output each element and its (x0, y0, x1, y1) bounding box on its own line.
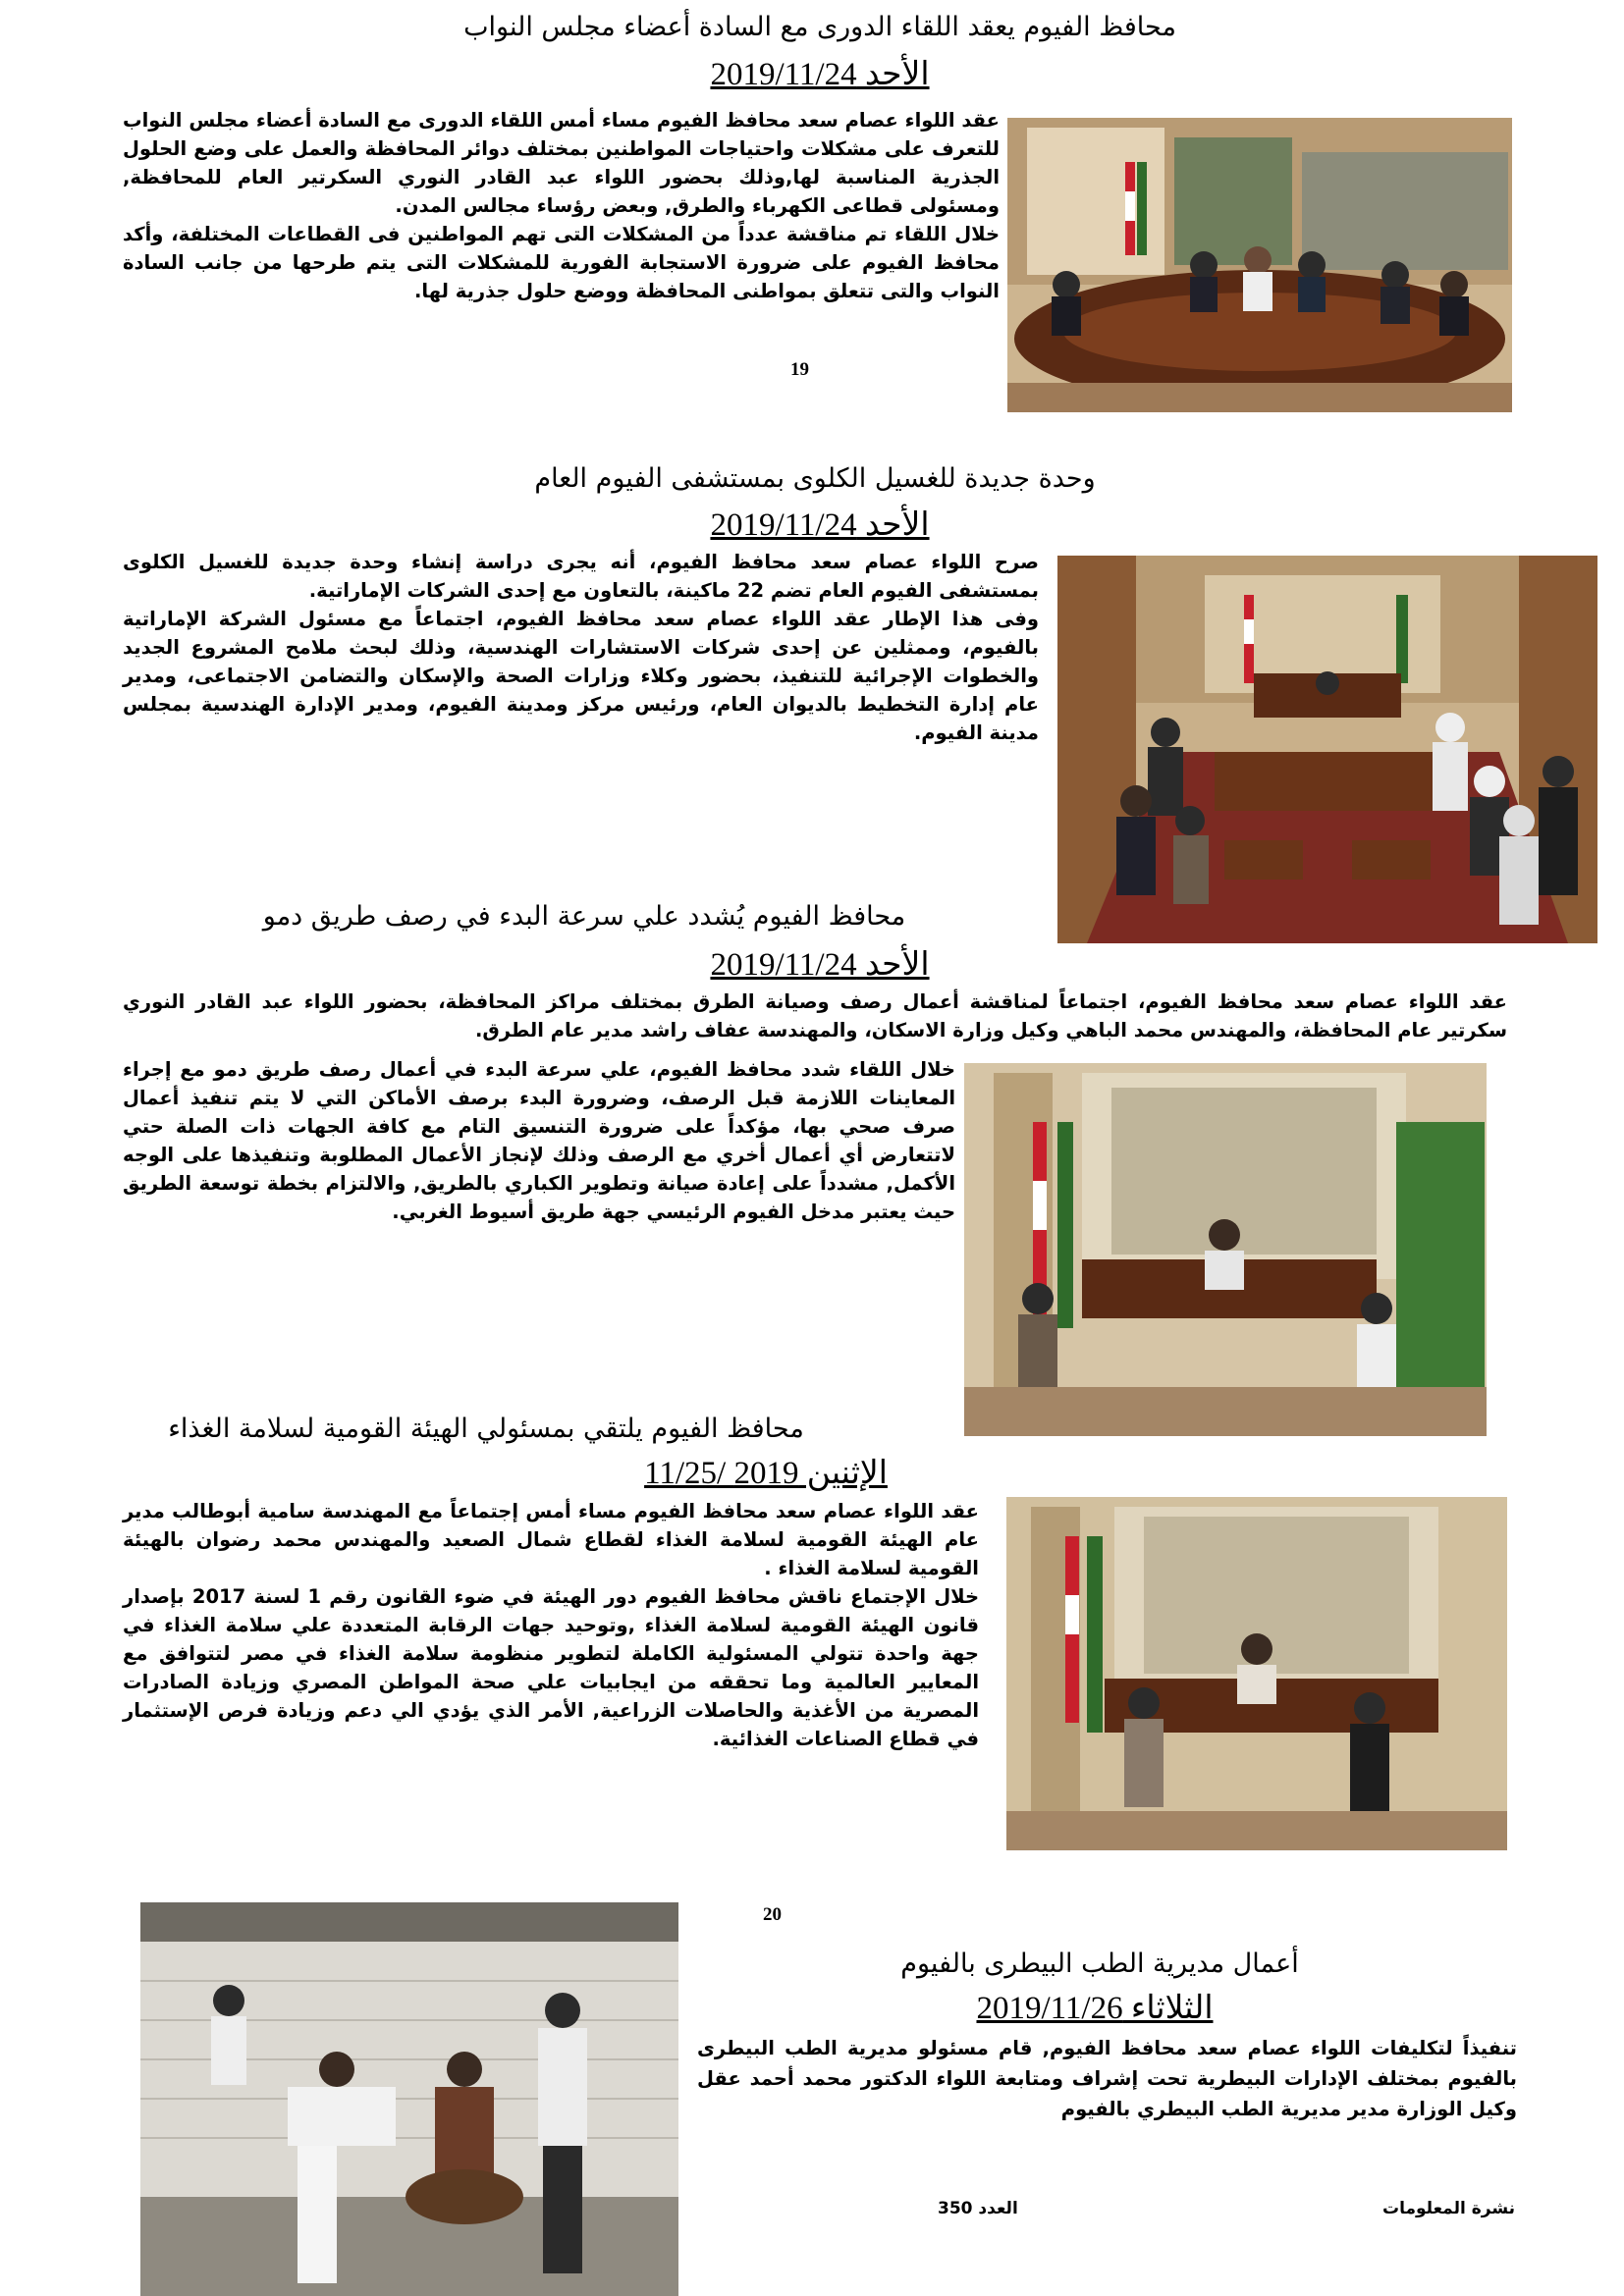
article-2-body (123, 548, 1039, 747)
article-1-body (123, 106, 1000, 305)
article-3-paragraph-1: خلال اللقاء شدد محافظ الفيوم، علي سرعة البدء في أعمال رصف طريق دمو مع إجراء المعاينات اللازمة قبل الرصف، وضرورة البدء برصف الأماكن التي لا يتم تنفيذ أعمال صرف صحي بها، مؤكداً على ضرورة التنسيق التام مع كافة الجهات ذات الصلة حتي لاتتعارض أي أعمال أخري مع الرصف وذلك لإنجاز الأعمال المطلوبة وتنفيذها على الوجه الأكمل, مشدداً على إعادة صيانة وتطوير الكباري بالطريق, والالتزام بخطة توسعة الطريق حيث يعتبر مدخل الفيوم الرئيسي جهة طريق أسيوط الغربي. (123, 1058, 955, 1223)
article-4-paragraph-1: عقد اللواء عصام سعد محافظ الفيوم مساء أمس إجتماعاً مع المهندسة سامية أبوطالب مدير عام الهيئة القومية لسلامة الغذاء لقطاع شمال الصعيد والمهندس محمد رضوان بالهيئة القومية لسلامة الغذاء . (123, 1500, 979, 1579)
article-3-photo (964, 1063, 1487, 1436)
page-number-20: 20 (763, 1904, 782, 1925)
article-3-body (123, 1055, 955, 1226)
article-1-paragraph-2: خلال اللقاء تم مناقشة عدداً من المشكلات التى تهم المواطنين فى القطاعات المختلفة، وأكد محافظ الفيوم على ضرورة الاستجابة الفورية للمشكلات التى يتم طرحها من جانب السادة النواب والتى تتعلق بمواطنى المحافظة ووضع حلول جذرية لها. (123, 223, 1000, 302)
article-5-date: الثلاثاء 2019/11/26 (976, 1991, 1214, 2026)
article-3-date: الأحد 2019/11/24 (710, 947, 930, 983)
article-1-paragraph-1: عقد اللواء عصام سعد محافظ الفيوم مساء أمس اللقاء الدورى مع السادة أعضاء مجلس النواب للتعرف على مشكلات واحتياجات المواطنين بمختلف دوائر المحافظة والعمل على وضع الحلول الجذرية المناسبة لها,وذلك بحضور اللواء عبد القادر النوري السكرتير العام للمحافظة, ومسئولى قطاعى الكهرباء والطرق, وبعض رؤساء مجالس المدن. (123, 109, 1000, 217)
article-1-photo (1007, 118, 1512, 412)
article-5-title: أعمال مديرية الطب البيطرى بالفيوم (900, 1949, 1299, 1979)
article-1-title: محافظ الفيوم يعقد اللقاء الدورى مع السادة أعضاء مجلس النواب (463, 12, 1176, 42)
footer-issue: العدد 350 (938, 2199, 1018, 2218)
article-2-title: وحدة جديدة للغسيل الكلوى بمستشفى الفيوم العام (534, 463, 1096, 494)
article-2-paragraph-1: صرح اللواء عصام سعد محافظ الفيوم، أنه يجرى دراسة إنشاء وحدة جديدة للغسيل الكلوى بمستشفى الفيوم العام تضم 22 ماكينة، بالتعاون مع إحدى الشركات الإماراتية. (123, 551, 1039, 602)
article-4-photo (1006, 1497, 1507, 1850)
article-5-paragraph-1: تنفيذاً لتكليفات اللواء عصام سعد محافظ الفيوم, قام مسئولو مديرية الطب البيطرى بالفيوم بمختلف الإدارات البيطرية تحت إشراف ومتابعة اللواء الدكتور محمد أحمد عقل وكيل الوزارة مدير مديرية الطب البيطري بالفيوم (697, 2037, 1517, 2120)
article-2-date: الأحد 2019/11/24 (710, 507, 930, 543)
article-4-date: الإثنين 2019 /11/25 (644, 1456, 888, 1491)
page-number-19: 19 (790, 359, 809, 380)
article-5-body (697, 2033, 1517, 2124)
footer-publication: نشرة المعلومات (1382, 2199, 1516, 2218)
article-1-date: الأحد 2019/11/24 (710, 57, 930, 92)
article-2-photo (1057, 556, 1597, 943)
article-3-intro: عقد اللواء عصام سعد محافظ الفيوم، اجتماعاً لمناقشة أعمال رصف وصيانة الطرق بمختلف مراكز المحافظة، بحضور اللواء عبد القادر النوري سكرتير عام المحافظة، والمهندس محمد الباهي وكيل وزارة الاسكان، والمهندسة عفاف راشد مدير عام الطرق. (123, 990, 1507, 1041)
article-4-title: محافظ الفيوم يلتقي بمسئولي الهيئة القومية لسلامة الغذاء (168, 1414, 804, 1444)
article-3-title: محافظ الفيوم يُشدد علي سرعة البدء في رصف طريق دمو (262, 901, 906, 932)
article-4-paragraph-2: خلال الإجتماع ناقش محافظ الفيوم دور الهيئة في ضوء القانون رقم 1 لسنة 2017 بإصدار قانون الهيئة القومية لسلامة الغذاء ,وتوحيد جهات الرقابة المتعددة علي سلامة الغذاء في جهة واحدة تتولي المسئولية الكاملة لتطوير منظومة سلامة الغذاء في مصر لتتوافق مع المعايير العالمية وما تحققه من ايجابيات علي صحة المواطن المصري وزيادة الصادرات المصرية من الأغذية والحاصلات الزراعية, الأمر الذي يؤدي الي دعم وزيادة فرص الإستثمار في قطاع الصناعات الغذائية. (123, 1585, 979, 1750)
article-4-body (123, 1497, 979, 1753)
article-5-photo (140, 1902, 678, 2296)
article-2-paragraph-2: وفى هذا الإطار عقد اللواء عصام سعد محافظ الفيوم، اجتماعاً مع مسئول الشركة الإماراتية بالفيوم، وممثلين عن إحدى شركات الاستشارات الهندسية، وذلك لبحث ملامح المشروع الجديد والخطوات الإجرائية للتنفيذ، بحضور وكلاء وزارات الصحة والإسكان والتضامن الاجتماعى، ومدير عام إدارة التخطيط بالديوان العام، ورئيس مركز ومدينة الفيوم، ومدير الإدارة الهندسية بمجلس مدينة الفيوم. (123, 608, 1039, 744)
